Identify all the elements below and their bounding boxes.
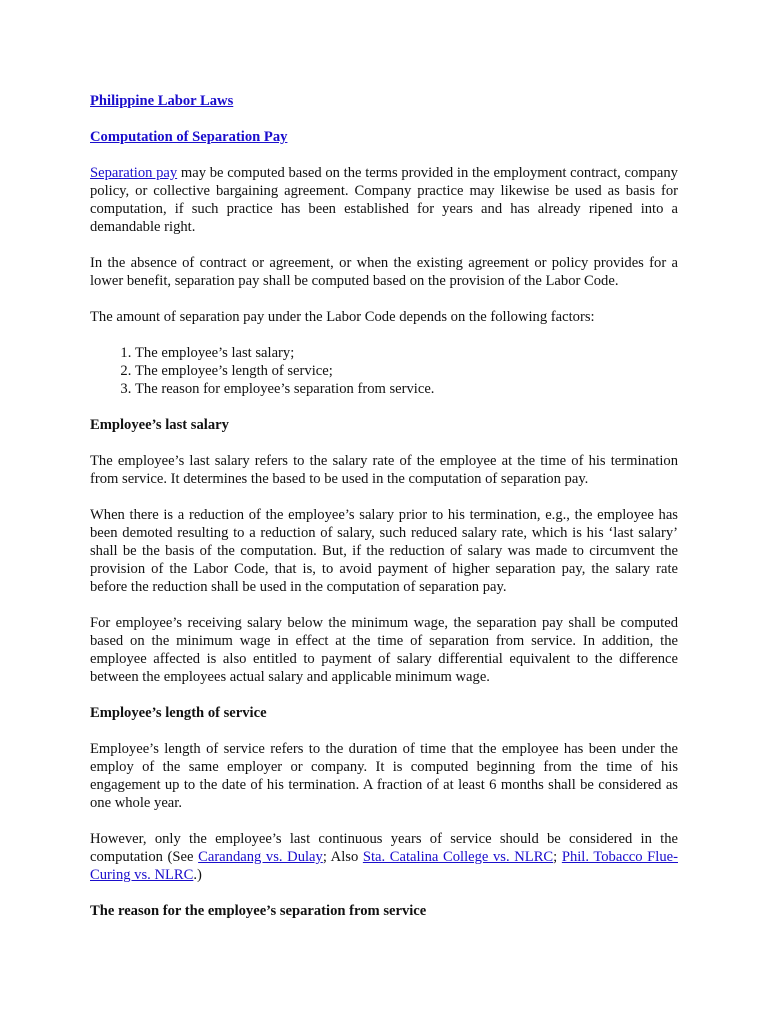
list-item: 3. The reason for employee’s separation from service. [135, 380, 678, 398]
length-service-paragraph-2 [90, 830, 678, 884]
factors-list [90, 344, 678, 398]
carandang-vs-dulay-link[interactable]: Carandang vs. Dulay [198, 849, 323, 865]
separation-pay-link[interactable]: Separation pay [90, 165, 178, 181]
absence-paragraph: In the absence of contract or agreement, or when the existing agreement or policy provides for a lower benefit, separation pay shall be computed based on the provision of the Labor Code. [90, 255, 678, 289]
last-salary-paragraph-3: For employee’s receiving salary below the minimum wage, the separation pay shall be computed based on the minimum wage in effect at the time of separation from service. In addition, the employee affected is also entitled to payment of salary differential equivalent to the difference between the employees actual salary and applicable minimum wage. [90, 615, 678, 685]
length-service-paragraph-1: Employee’s length of service refers to the duration of time that the employee has been under the employ of the same employer or company. It is computed beginning from the time of his engagement up to the date of his termination. A fraction of at least 6 months shall be considered as one whole year. [90, 741, 678, 811]
length-text-mid2: ; [553, 849, 562, 865]
length-service-heading: Employee’s length of service [90, 705, 267, 721]
sta-catalina-college-link[interactable]: Sta. Catalina College vs. NLRC [362, 849, 554, 865]
last-salary-paragraph-1: The employee’s last salary refers to the salary rate of the employee at the time of his termination from service. It determines the based to be used in the computation of separation pay. [90, 453, 678, 487]
phil-tobacco-link[interactable]: Phil. Tobacco Flue-Curing vs. NLRC [90, 849, 678, 883]
computation-separation-pay-link[interactable]: Computation of Separation Pay [90, 129, 288, 145]
document-page [90, 92, 678, 938]
last-salary-heading: Employee’s last salary [90, 417, 229, 433]
factors-paragraph: The amount of separation pay under the Labor Code depends on the following factors: [90, 309, 595, 325]
philippine-labor-laws-link[interactable]: Philippine Labor Laws [90, 93, 234, 109]
length-text-after: .) [193, 867, 202, 883]
last-salary-paragraph-2: When there is a reduction of the employee’s salary prior to his termination, e.g., the employee has been demoted resulting to a reduction of salary, such reduced salary rate, which is his ‘last salary’ shall be the basis of the computation. But, if the reduction of salary was made to circumvent the provision of the Labor Code, that is, to avoid payment of higher separation pay, the salary rate before the reduction shall be used in the computation of separation pay. [90, 507, 678, 595]
list-item: 2. The employee’s length of service; [135, 362, 678, 380]
intro-paragraph [90, 164, 678, 236]
length-text-before: However, only the employee’s last continuous years of service should be considered in the computation (See [90, 831, 678, 865]
intro-text: may be computed based on the terms provided in the employment contract, company policy, or collective bargaining agreement. Company practice may likewise be used as basis for computation, if such practice has been established for years and has already ripened into a demandable right. [90, 165, 678, 235]
reason-heading: The reason for the employee’s separation from service [90, 903, 427, 919]
list-item: 1. The employee’s last salary; [135, 344, 678, 362]
length-text-mid1: ; Also [322, 849, 363, 865]
subtitle-row [90, 128, 678, 146]
title-row [90, 92, 678, 110]
